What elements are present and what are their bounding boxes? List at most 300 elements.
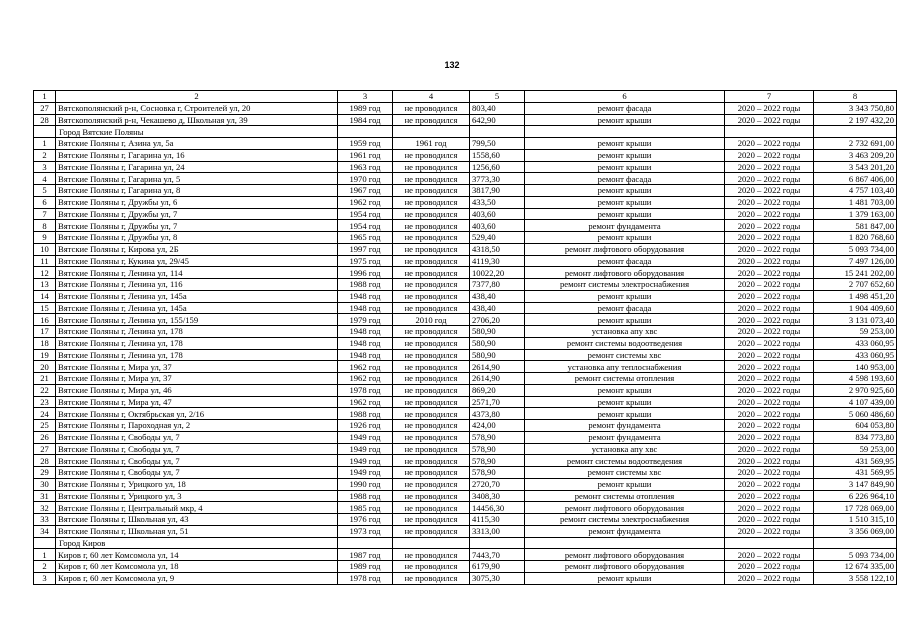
period-cell: 2020 – 2022 годы xyxy=(725,384,814,396)
work-type-cell: ремонт крыши xyxy=(525,114,725,126)
last-repair-cell: не проводился xyxy=(393,467,470,479)
row-number: 7 xyxy=(34,208,56,220)
work-type-cell: ремонт крыши xyxy=(525,208,725,220)
row-number: 27 xyxy=(34,102,56,114)
cost-cell: 4 757 103,40 xyxy=(814,185,897,197)
work-type-cell: ремонт крыши xyxy=(525,478,725,490)
last-repair-cell: не проводился xyxy=(393,373,470,385)
period-cell: 2020 – 2022 годы xyxy=(725,173,814,185)
work-type-cell: ремонт лифтового оборудования xyxy=(525,267,725,279)
build-year-cell: 1989 год xyxy=(338,561,393,573)
period-cell: 2020 – 2022 годы xyxy=(725,326,814,338)
cost-cell: 431 569,95 xyxy=(814,467,897,479)
row-number: 16 xyxy=(34,314,56,326)
area-cell: 2720,70 xyxy=(470,478,525,490)
table-row xyxy=(34,514,897,526)
table-row xyxy=(34,208,897,220)
area-cell: 869,20 xyxy=(470,384,525,396)
empty-cell xyxy=(725,537,814,549)
address-cell: Вятские Поляны г, Дружбы ул, 7 xyxy=(56,208,338,220)
area-cell: 4115,30 xyxy=(470,514,525,526)
area-cell: 10022,20 xyxy=(470,267,525,279)
last-repair-cell: не проводился xyxy=(393,255,470,267)
table-row xyxy=(34,431,897,443)
table-row xyxy=(34,102,897,114)
area-cell: 4373,80 xyxy=(470,408,525,420)
row-number: 19 xyxy=(34,349,56,361)
table-row xyxy=(34,420,897,432)
area-cell: 424,00 xyxy=(470,420,525,432)
build-year-cell: 1954 год xyxy=(338,208,393,220)
empty-cell xyxy=(393,537,470,549)
table-row xyxy=(34,478,897,490)
address-cell: Вятские Поляны г, Школьная ул, 51 xyxy=(56,525,338,537)
work-type-cell: ремонт крыши xyxy=(525,185,725,197)
area-cell: 438,40 xyxy=(470,302,525,314)
table-row xyxy=(34,443,897,455)
work-type-cell: ремонт фасада xyxy=(525,102,725,114)
period-cell: 2020 – 2022 годы xyxy=(725,314,814,326)
row-number: 28 xyxy=(34,455,56,467)
build-year-cell: 1987 год xyxy=(338,549,393,561)
address-cell: Вятские Поляны г, Мира ул, 46 xyxy=(56,384,338,396)
row-number: 4 xyxy=(34,173,56,185)
row-number: 3 xyxy=(34,161,56,173)
address-cell: Вятские Поляны г, Гагарина ул, 8 xyxy=(56,185,338,197)
build-year-cell: 1948 год xyxy=(338,337,393,349)
work-type-cell: ремонт крыши xyxy=(525,408,725,420)
work-type-cell: ремонт системы электроснабжения xyxy=(525,279,725,291)
column-number: 5 xyxy=(470,91,525,103)
period-cell: 2020 – 2022 годы xyxy=(725,561,814,573)
area-cell: 580,90 xyxy=(470,337,525,349)
address-cell: Вятские Поляны г, Мира ул, 47 xyxy=(56,396,338,408)
area-cell: 403,60 xyxy=(470,220,525,232)
table-row xyxy=(34,455,897,467)
address-cell: Вятские Поляны г, Октябрьская ул, 2/16 xyxy=(56,408,338,420)
period-cell: 2020 – 2022 годы xyxy=(725,302,814,314)
build-year-cell: 1949 год xyxy=(338,467,393,479)
address-cell: Вятские Поляны г, Азина ул, 5а xyxy=(56,138,338,150)
cost-cell: 5 093 734,00 xyxy=(814,549,897,561)
row-number: 23 xyxy=(34,396,56,408)
table-row xyxy=(34,349,897,361)
work-type-cell: ремонт крыши xyxy=(525,196,725,208)
area-cell: 6179,90 xyxy=(470,561,525,573)
area-cell: 578,90 xyxy=(470,443,525,455)
last-repair-cell: не проводился xyxy=(393,384,470,396)
build-year-cell: 1954 год xyxy=(338,220,393,232)
cost-cell: 1 379 163,00 xyxy=(814,208,897,220)
row-number: 24 xyxy=(34,408,56,420)
period-cell: 2020 – 2022 годы xyxy=(725,290,814,302)
row-number: 30 xyxy=(34,478,56,490)
period-cell: 2020 – 2022 годы xyxy=(725,349,814,361)
table-row xyxy=(34,114,897,126)
work-type-cell: ремонт крыши xyxy=(525,396,725,408)
build-year-cell: 1975 год xyxy=(338,255,393,267)
last-repair-cell: не проводился xyxy=(393,455,470,467)
cost-cell: 604 053,80 xyxy=(814,420,897,432)
table-row xyxy=(34,290,897,302)
work-type-cell: ремонт фасада xyxy=(525,255,725,267)
row-number: 17 xyxy=(34,326,56,338)
period-cell: 2020 – 2022 годы xyxy=(725,572,814,584)
work-type-cell: ремонт крыши xyxy=(525,572,725,584)
build-year-cell: 1988 год xyxy=(338,279,393,291)
table-row xyxy=(34,138,897,150)
table-row xyxy=(34,490,897,502)
last-repair-cell: не проводился xyxy=(393,514,470,526)
address-cell: Вятские Поляны г, Урицкого ул, 3 xyxy=(56,490,338,502)
row-number: 20 xyxy=(34,361,56,373)
address-cell: Вятские Поляны г, Ленина ул, 145а xyxy=(56,302,338,314)
last-repair-cell: не проводился xyxy=(393,549,470,561)
row-number: 10 xyxy=(34,243,56,255)
cost-cell: 140 953,00 xyxy=(814,361,897,373)
last-repair-cell: не проводился xyxy=(393,431,470,443)
work-type-cell: ремонт системы водоотведения xyxy=(525,455,725,467)
address-cell: Вятские Поляны г, Дружбы ул, 6 xyxy=(56,196,338,208)
work-type-cell: ремонт фасада xyxy=(525,302,725,314)
empty-cell xyxy=(470,126,525,138)
column-number: 8 xyxy=(814,91,897,103)
column-number: 1 xyxy=(34,91,56,103)
address-cell: Вятские Поляны г, Дружбы ул, 8 xyxy=(56,232,338,244)
cost-cell: 6 867 406,00 xyxy=(814,173,897,185)
last-repair-cell: не проводился xyxy=(393,149,470,161)
address-cell: Вятские Поляны г, Гагарина ул, 5 xyxy=(56,173,338,185)
column-number: 3 xyxy=(338,91,393,103)
address-cell: Вятские Поляны г, Ленина ул, 178 xyxy=(56,337,338,349)
table-row xyxy=(34,337,897,349)
last-repair-cell: не проводился xyxy=(393,267,470,279)
area-cell: 529,40 xyxy=(470,232,525,244)
row-number: 3 xyxy=(34,572,56,584)
address-cell: Вятские Поляны г, Гагарина ул, 24 xyxy=(56,161,338,173)
empty-cell xyxy=(393,126,470,138)
period-cell: 2020 – 2022 годы xyxy=(725,514,814,526)
work-type-cell: ремонт системы хвс xyxy=(525,349,725,361)
row-number: 28 xyxy=(34,114,56,126)
address-cell: Вятские Поляны г, Центральный мкр, 4 xyxy=(56,502,338,514)
work-type-cell: ремонт системы хвс xyxy=(525,467,725,479)
build-year-cell: 1962 год xyxy=(338,196,393,208)
build-year-cell: 1962 год xyxy=(338,373,393,385)
row-number: 26 xyxy=(34,431,56,443)
build-year-cell: 1978 год xyxy=(338,572,393,584)
work-type-cell: ремонт лифтового оборудования xyxy=(525,502,725,514)
empty-cell xyxy=(470,537,525,549)
address-cell: Вятские Поляны г, Ленина ул, 178 xyxy=(56,349,338,361)
period-cell: 2020 – 2022 годы xyxy=(725,478,814,490)
repair-program-table xyxy=(33,90,897,585)
table-row xyxy=(34,502,897,514)
table-row xyxy=(34,196,897,208)
section-title: Город Вятские Поляны xyxy=(56,126,338,138)
address-cell: Вятские Поляны г, Свободы ул, 7 xyxy=(56,431,338,443)
last-repair-cell: не проводился xyxy=(393,572,470,584)
column-number: 7 xyxy=(725,91,814,103)
period-cell: 2020 – 2022 годы xyxy=(725,443,814,455)
work-type-cell: ремонт крыши xyxy=(525,138,725,150)
period-cell: 2020 – 2022 годы xyxy=(725,361,814,373)
work-type-cell: ремонт фундамента xyxy=(525,525,725,537)
area-cell: 3817,90 xyxy=(470,185,525,197)
period-cell: 2020 – 2022 годы xyxy=(725,161,814,173)
empty-cell xyxy=(814,126,897,138)
cost-cell: 6 226 964,10 xyxy=(814,490,897,502)
cost-cell: 17 728 069,00 xyxy=(814,502,897,514)
area-cell: 438,40 xyxy=(470,290,525,302)
last-repair-cell: не проводился xyxy=(393,396,470,408)
last-repair-cell: не проводился xyxy=(393,243,470,255)
row-number: 22 xyxy=(34,384,56,396)
cost-cell: 431 569,95 xyxy=(814,455,897,467)
address-cell: Вятскополянский р-н, Чекашево д, Школьная ул, 39 xyxy=(56,114,338,126)
build-year-cell: 1962 год xyxy=(338,396,393,408)
last-repair-cell: не проводился xyxy=(393,561,470,573)
work-type-cell: ремонт фундамента xyxy=(525,220,725,232)
build-year-cell: 1926 год xyxy=(338,420,393,432)
period-cell: 2020 – 2022 годы xyxy=(725,220,814,232)
empty-cell xyxy=(34,537,56,549)
table-row xyxy=(34,149,897,161)
row-number: 15 xyxy=(34,302,56,314)
column-number-row xyxy=(34,91,897,103)
address-cell: Киров г, 60 лет Комсомола ул, 14 xyxy=(56,549,338,561)
column-number: 4 xyxy=(393,91,470,103)
row-number: 5 xyxy=(34,185,56,197)
work-type-cell: установка апу хвс xyxy=(525,326,725,338)
build-year-cell: 1996 год xyxy=(338,267,393,279)
cost-cell: 3 147 849,90 xyxy=(814,478,897,490)
address-cell: Вятские Поляны г, Урицкого ул, 18 xyxy=(56,478,338,490)
row-number: 2 xyxy=(34,561,56,573)
cost-cell: 1 498 451,20 xyxy=(814,290,897,302)
address-cell: Вятские Поляны г, Ленина ул, 155/159 xyxy=(56,314,338,326)
build-year-cell: 1949 год xyxy=(338,431,393,443)
cost-cell: 1 904 409,60 xyxy=(814,302,897,314)
table-row xyxy=(34,302,897,314)
cost-cell: 7 497 126,00 xyxy=(814,255,897,267)
area-cell: 1558,60 xyxy=(470,149,525,161)
area-cell: 4318,50 xyxy=(470,243,525,255)
build-year-cell: 1949 год xyxy=(338,455,393,467)
table-row xyxy=(34,326,897,338)
area-cell: 578,90 xyxy=(470,455,525,467)
address-cell: Вятские Поляны г, Школьная ул, 43 xyxy=(56,514,338,526)
cost-cell: 2 197 432,20 xyxy=(814,114,897,126)
last-repair-cell: не проводился xyxy=(393,279,470,291)
period-cell: 2020 – 2022 годы xyxy=(725,420,814,432)
cost-cell: 59 253,00 xyxy=(814,326,897,338)
cost-cell: 59 253,00 xyxy=(814,443,897,455)
area-cell: 2614,90 xyxy=(470,373,525,385)
period-cell: 2020 – 2022 годы xyxy=(725,138,814,150)
last-repair-cell: не проводился xyxy=(393,490,470,502)
area-cell: 403,60 xyxy=(470,208,525,220)
row-number: 13 xyxy=(34,279,56,291)
cost-cell: 5 060 486,60 xyxy=(814,408,897,420)
table-row xyxy=(34,267,897,279)
work-type-cell: ремонт системы электроснабжения xyxy=(525,514,725,526)
work-type-cell: ремонт фундамента xyxy=(525,431,725,443)
work-type-cell: ремонт лифтового оборудования xyxy=(525,561,725,573)
last-repair-cell: не проводился xyxy=(393,525,470,537)
work-type-cell: ремонт фасада xyxy=(525,173,725,185)
area-cell: 4119,30 xyxy=(470,255,525,267)
address-cell: Вятские Поляны г, Гагарина ул, 16 xyxy=(56,149,338,161)
address-cell: Вятские Поляны г, Ленина ул, 145а xyxy=(56,290,338,302)
empty-cell xyxy=(338,537,393,549)
area-cell: 799,50 xyxy=(470,138,525,150)
cost-cell: 1 510 315,10 xyxy=(814,514,897,526)
row-number: 21 xyxy=(34,373,56,385)
address-cell: Вятские Поляны г, Свободы ул, 7 xyxy=(56,467,338,479)
work-type-cell: ремонт лифтового оборудования xyxy=(525,243,725,255)
table-row xyxy=(34,408,897,420)
work-type-cell: ремонт системы отопления xyxy=(525,490,725,502)
table-row xyxy=(34,384,897,396)
area-cell: 2614,90 xyxy=(470,361,525,373)
cost-cell: 433 060,95 xyxy=(814,337,897,349)
cost-cell: 2 707 652,60 xyxy=(814,279,897,291)
row-number: 34 xyxy=(34,525,56,537)
period-cell: 2020 – 2022 годы xyxy=(725,408,814,420)
build-year-cell: 1976 год xyxy=(338,514,393,526)
address-cell: Вятские Поляны г, Ленина ул, 178 xyxy=(56,326,338,338)
empty-cell xyxy=(814,537,897,549)
area-cell: 3408,30 xyxy=(470,490,525,502)
last-repair-cell: не проводился xyxy=(393,478,470,490)
row-number: 29 xyxy=(34,467,56,479)
last-repair-cell: не проводился xyxy=(393,337,470,349)
empty-cell xyxy=(725,126,814,138)
period-cell: 2020 – 2022 годы xyxy=(725,525,814,537)
period-cell: 2020 – 2022 годы xyxy=(725,255,814,267)
period-cell: 2020 – 2022 годы xyxy=(725,232,814,244)
cost-cell: 3 343 750,80 xyxy=(814,102,897,114)
build-year-cell: 1949 год xyxy=(338,443,393,455)
last-repair-cell: не проводился xyxy=(393,408,470,420)
area-cell: 578,90 xyxy=(470,467,525,479)
last-repair-cell: не проводился xyxy=(393,349,470,361)
empty-cell xyxy=(525,537,725,549)
period-cell: 2020 – 2022 годы xyxy=(725,373,814,385)
row-number: 25 xyxy=(34,420,56,432)
row-number: 27 xyxy=(34,443,56,455)
period-cell: 2020 – 2022 годы xyxy=(725,149,814,161)
row-number: 31 xyxy=(34,490,56,502)
table-row xyxy=(34,314,897,326)
build-year-cell: 1989 год xyxy=(338,102,393,114)
row-number: 11 xyxy=(34,255,56,267)
period-cell: 2020 – 2022 годы xyxy=(725,431,814,443)
build-year-cell: 1997 год xyxy=(338,243,393,255)
cost-cell: 2 732 691,00 xyxy=(814,138,897,150)
cost-cell: 3 558 122,10 xyxy=(814,572,897,584)
empty-cell xyxy=(338,126,393,138)
build-year-cell: 1961 год xyxy=(338,149,393,161)
area-cell: 3773,30 xyxy=(470,173,525,185)
last-repair-cell: не проводился xyxy=(393,208,470,220)
last-repair-cell: не проводился xyxy=(393,232,470,244)
row-number: 14 xyxy=(34,290,56,302)
address-cell: Киров г, 60 лет Комсомола ул, 9 xyxy=(56,572,338,584)
build-year-cell: 1979 год xyxy=(338,314,393,326)
last-repair-cell: не проводился xyxy=(393,290,470,302)
period-cell: 2020 – 2022 годы xyxy=(725,102,814,114)
period-cell: 2020 – 2022 годы xyxy=(725,267,814,279)
area-cell: 642,90 xyxy=(470,114,525,126)
cost-cell: 15 241 202,00 xyxy=(814,267,897,279)
area-cell: 578,90 xyxy=(470,431,525,443)
last-repair-cell: не проводился xyxy=(393,196,470,208)
cost-cell: 433 060,95 xyxy=(814,349,897,361)
table-row xyxy=(34,173,897,185)
period-cell: 2020 – 2022 годы xyxy=(725,196,814,208)
area-cell: 7377,80 xyxy=(470,279,525,291)
cost-cell: 1 820 768,60 xyxy=(814,232,897,244)
work-type-cell: ремонт крыши xyxy=(525,149,725,161)
build-year-cell: 1988 год xyxy=(338,490,393,502)
section-title: Город Киров xyxy=(56,537,338,549)
cost-cell: 4 107 439,00 xyxy=(814,396,897,408)
build-year-cell: 1970 год xyxy=(338,173,393,185)
area-cell: 2706,20 xyxy=(470,314,525,326)
build-year-cell: 1963 год xyxy=(338,161,393,173)
build-year-cell: 1984 год xyxy=(338,114,393,126)
address-cell: Вятские Поляны г, Кукина ул, 29/45 xyxy=(56,255,338,267)
address-cell: Вятские Поляны г, Пароходная ул, 2 xyxy=(56,420,338,432)
row-number: 32 xyxy=(34,502,56,514)
area-cell: 1256,60 xyxy=(470,161,525,173)
area-cell: 2571,70 xyxy=(470,396,525,408)
work-type-cell: ремонт системы водоотведения xyxy=(525,337,725,349)
cost-cell: 3 543 201,20 xyxy=(814,161,897,173)
period-cell: 2020 – 2022 годы xyxy=(725,337,814,349)
last-repair-cell: не проводился xyxy=(393,302,470,314)
section-row xyxy=(34,126,897,138)
last-repair-cell: не проводился xyxy=(393,161,470,173)
build-year-cell: 1962 год xyxy=(338,361,393,373)
area-cell: 7443,70 xyxy=(470,549,525,561)
cost-cell: 4 598 193,60 xyxy=(814,373,897,385)
work-type-cell: ремонт крыши xyxy=(525,314,725,326)
empty-cell xyxy=(525,126,725,138)
table-row xyxy=(34,255,897,267)
cost-cell: 2 970 925,60 xyxy=(814,384,897,396)
table-row xyxy=(34,467,897,479)
work-type-cell: установка апу теплоснабжения xyxy=(525,361,725,373)
period-cell: 2020 – 2022 годы xyxy=(725,502,814,514)
build-year-cell: 1967 год xyxy=(338,185,393,197)
last-repair-cell: не проводился xyxy=(393,443,470,455)
period-cell: 2020 – 2022 годы xyxy=(725,490,814,502)
cost-cell: 1 481 703,00 xyxy=(814,196,897,208)
table-row xyxy=(34,572,897,584)
last-repair-cell: не проводился xyxy=(393,361,470,373)
period-cell: 2020 – 2022 годы xyxy=(725,455,814,467)
row-number: 6 xyxy=(34,196,56,208)
build-year-cell: 1973 год xyxy=(338,525,393,537)
address-cell: Вятские Поляны г, Кирова ул, 2Б xyxy=(56,243,338,255)
row-number: 12 xyxy=(34,267,56,279)
build-year-cell: 1978 год xyxy=(338,384,393,396)
last-repair-cell: не проводился xyxy=(393,114,470,126)
work-type-cell: ремонт крыши xyxy=(525,290,725,302)
